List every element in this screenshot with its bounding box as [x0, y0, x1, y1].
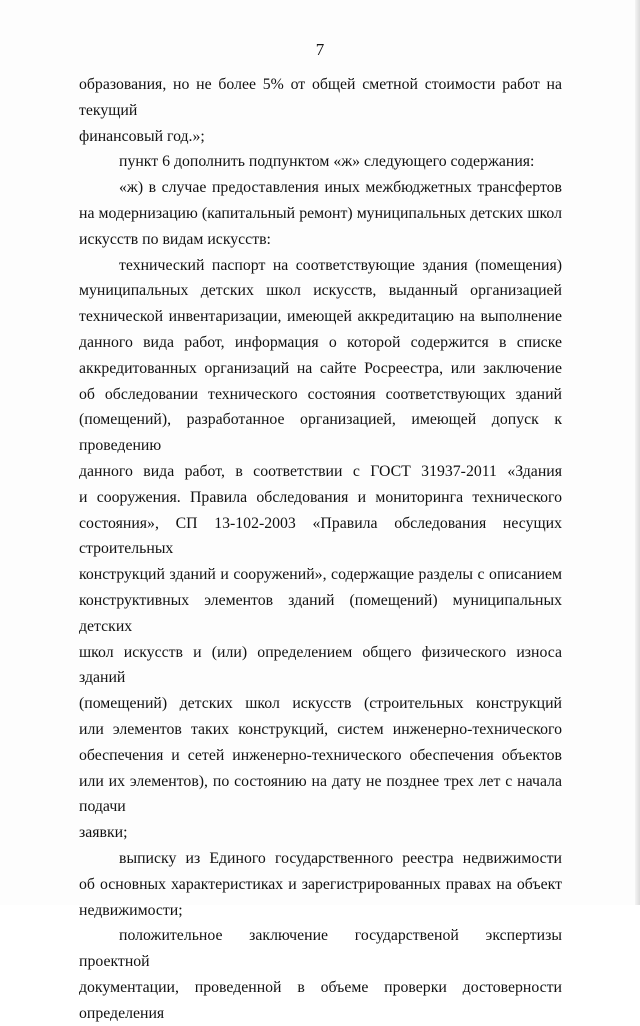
page-number: 7: [315, 40, 325, 59]
paragraph-line: об обследовании технического состояния соответствующих зданий: [79, 385, 562, 403]
paragraph-line: пункт 6 дополнить подпунктом «ж» следующего содержания:: [119, 153, 535, 171]
paragraph-line: искусств по видам искусств:: [79, 230, 271, 248]
paragraph-line: или их элементов), по состоянию на дату не позднее трех лет с начала подачи: [79, 772, 562, 816]
paragraph-line: обеспечения и сетей инженерно-технического обеспечения объектов: [79, 746, 562, 764]
paragraph-line: конструктивных элементов зданий (помещений) муниципальных детских: [79, 591, 562, 635]
paragraph-line: конструкций зданий и сооружений», содержащие разделы с описанием: [79, 566, 562, 584]
paragraph-line: на модернизацию (капитальный ремонт) муниципальных детских школ: [79, 204, 562, 222]
paragraph-line: положительное заключение государственой экспертизы проектной: [79, 927, 562, 971]
paragraph-line: аккредитованных организаций на сайте Росреестра, или заключение: [79, 359, 562, 377]
paragraph-line: выписку из Единого государственного реестра недвижимости: [119, 849, 562, 867]
paragraph-line: недвижимости;: [79, 901, 183, 919]
paragraph-line: документации, проведенной в объеме проверки достоверности определения: [79, 978, 562, 1022]
paragraph-line: (помещений) детских школ искусств (строительных конструкций: [79, 695, 562, 713]
paragraph-line: школ искусств и (или) определением общего физического износа зданий: [79, 643, 562, 687]
paragraph-line: финансовый год.»;: [79, 127, 205, 145]
paragraph-line: данного вида работ, в соответствии с ГОСТ 31937-2011 «Здания: [79, 462, 562, 480]
paragraph-line: «ж) в случае предоставления иных межбюджетных трансфертов: [119, 179, 562, 197]
paragraph-line: муниципальных детских школ искусств, выданный организацией: [79, 282, 562, 300]
scan-edge-shadow: [635, 0, 640, 905]
paragraph-line: образования, но не более 5% от общей сметной стоимости работ на текущий: [79, 76, 562, 119]
paragraph-line: и сооружения. Правила обследования и мониторинга технического: [79, 488, 562, 506]
document-body: [79, 72, 562, 1026]
paragraph-line: об основных характеристиках и зарегистрированных правах на объект: [79, 875, 562, 893]
paragraph-line: технический паспорт на соответствующие здания (помещения): [119, 256, 562, 274]
paragraph-line: состояния», СП 13-102-2003 «Правила обследования несущих строительных: [79, 514, 562, 558]
paragraph-line: данного вида работ, информация о которой содержится в списке: [79, 333, 562, 351]
paragraph-line: (помещений), разработанное организацией, имеющей допуск к проведению: [79, 411, 562, 455]
paragraph-line: заявки;: [79, 824, 128, 842]
paragraph-line: или элементов таких конструкций, систем инженерно-технического: [79, 720, 562, 738]
paragraph-line: технической инвентаризации, имеющей аккредитацию на выполнение: [79, 308, 562, 326]
